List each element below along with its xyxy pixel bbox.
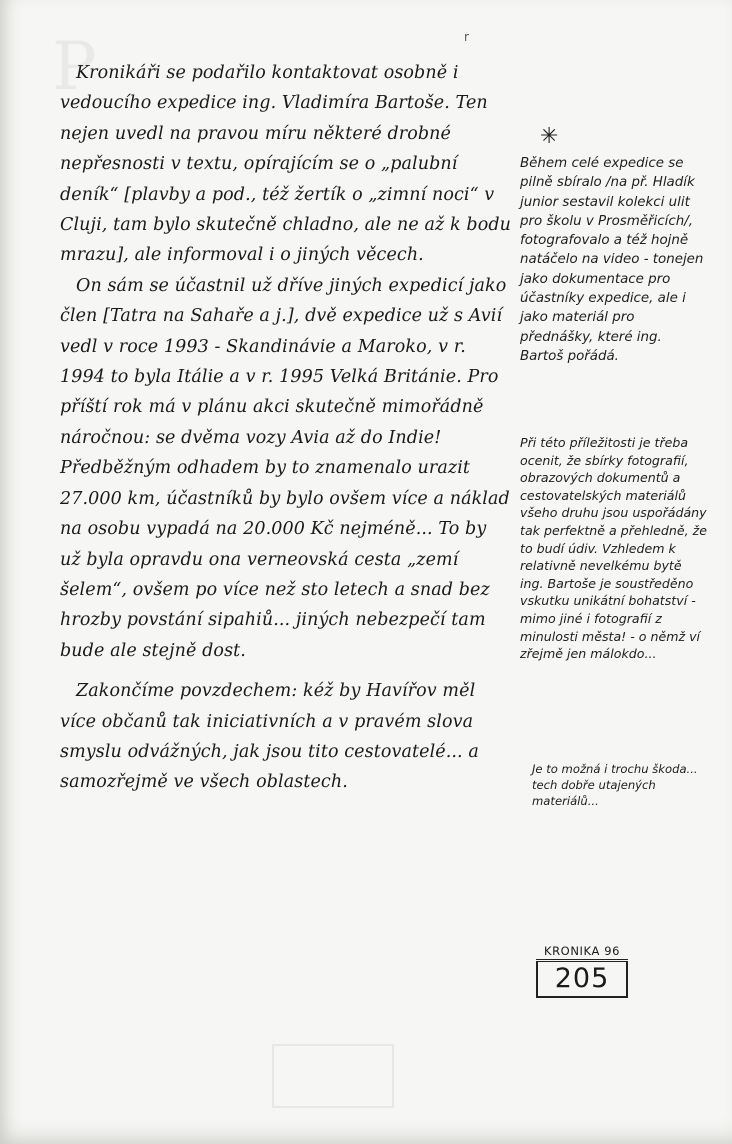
top-mark: r (464, 30, 469, 44)
side-note-2-text: Při této příležitosti je třeba ocenit, že sbírky fotografií, obrazových dokumentů a cestovatelských materiálů všeho druhu jsou uspořádány tak perfektně a přehledně, že to budí údiv. Vzhledem k relativně nevelkému bytě ing. Bartoše je soustředěno vskutku unikátní bohatství - mimo jiné i fotografií z minulosti města! - o němž ví zřejmě jen málokdo... (520, 435, 707, 662)
main-paragraph-3: Zakončíme povzdechem: kéž by Havířov měl více občanů tak iniciativních a v pravém slova smyslu odvážných, jak jsou tito cestovatelé... a samozřejmě ve všech oblastech. (60, 681, 479, 793)
faint-ghost-letter: P (52, 28, 97, 105)
main-paragraph-1: Kronikáři se podařilo kontaktovat osobně i vedoucího expedice ing. Vladimíra Bartoše. Ten nejen uvedl na pravou míru některé drobné nepřesnosti v textu, opírajícím se o „palubní deník“ [plavby a pod., též žertík o „zimní noci“ v Cluji, tam bylo skutečně chladno, ale ne až k bodu mrazu], ale informoval i o jiných věcech. (60, 63, 512, 266)
side-note-2 (520, 434, 708, 663)
side-note-3 (532, 761, 708, 809)
main-text-column (60, 58, 512, 798)
side-note-3-text: Je to možná i trochu škoda... tech dobře utajených materiálů... (532, 762, 698, 808)
page-number: 205 (536, 961, 628, 998)
side-note-1-text: Během celé expedice se pilně sbíralo /na př. Hladík junior sestavil kolekci ulit pro školu v Prosměřicích/, fotografovalo a též hojně natáčelo na video - tonejen jako dokumentace pro účastníky expedice, ale i jako materiál pro přednášky, které ing. Bartoš pořádá. (520, 156, 704, 364)
faint-stamp (272, 1044, 394, 1108)
main-paragraph-2: On sám se účastnil už dříve jiných expedicí jako člen [Tatra na Sahaře a j.], dvě expedice už s Avií vedl v roce 1993 - Skandinávie a Maroko, v r. 1994 to byla Itálie a v r. 1995 Velká Británie. Pro příští rok má v plánu akci skutečně mimořádně náročnou: se dvěma vozy Avia až do Indie! Předběžným odhadem by to znamenalo urazit 27.000 km, účastníků by bylo ovšem více a náklad na osobu vypadá na 20.000 Kč nejméně... To by už byla opravdu ona verneovská cesta „zemí šelem“, ovšem po více než sto letech a snad bez hrozby povstání sipahiů... jiných nebezpečí tam bude ale stejně dost. (60, 275, 510, 661)
footer-label: KRONIKA 96 (536, 944, 628, 960)
side-note-1 (520, 154, 708, 366)
asterisk-icon: ✳ (540, 124, 559, 149)
